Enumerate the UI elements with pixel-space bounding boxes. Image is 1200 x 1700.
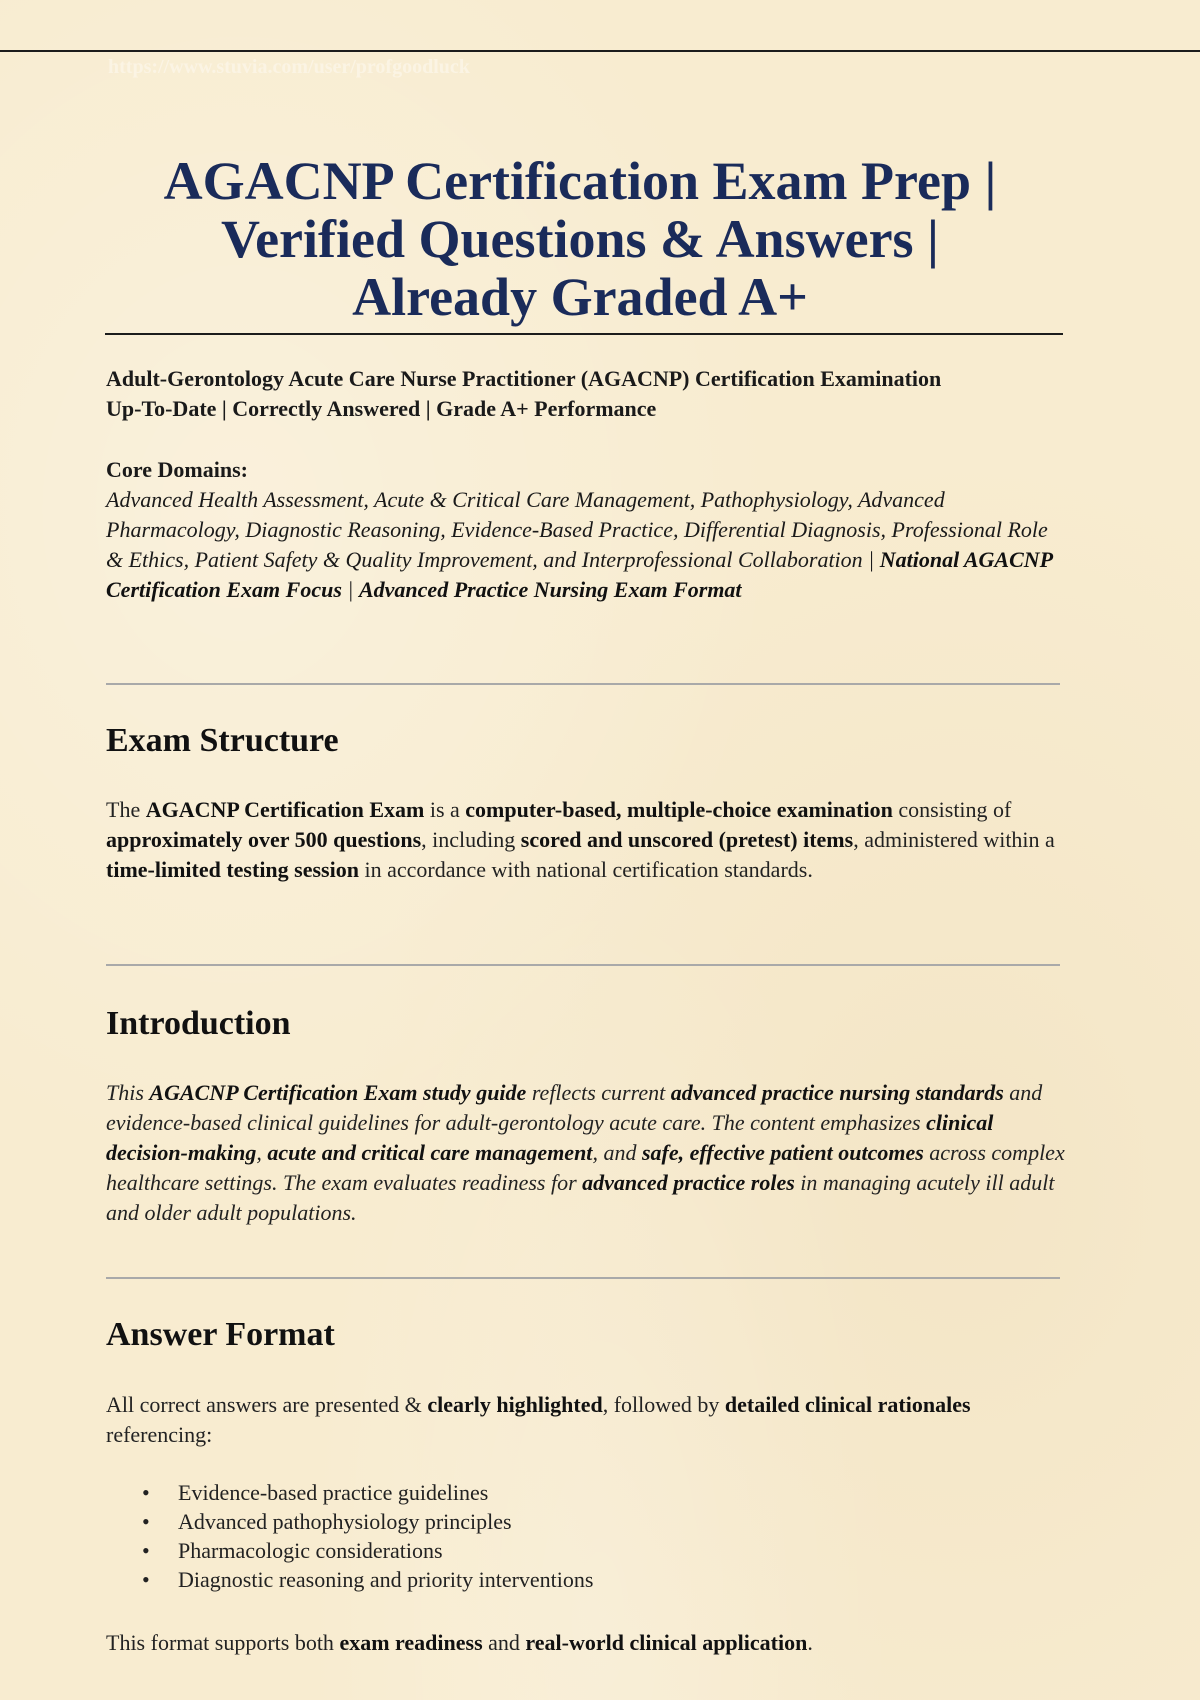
bullet-icon: • <box>142 1509 150 1534</box>
core-domains-list <box>106 485 1066 605</box>
bold-run: approximately over 500 questions <box>106 827 422 852</box>
introduction-paragraph <box>106 1078 1066 1228</box>
bold-run: advanced practice nursing standards <box>670 1080 1004 1105</box>
list-item <box>106 1507 593 1536</box>
bold-run: computer-based, multiple-choice examination <box>465 797 893 822</box>
watermark-url: https://www.stuvia.com/user/profgoodluck <box>108 56 470 78</box>
title-line-1: AGACNP Certification Exam Prep | <box>163 151 997 211</box>
exam-structure-heading: Exam Structure <box>106 722 339 759</box>
document-title <box>80 152 1080 326</box>
bold-run: scored and unscored (pretest) items <box>520 827 854 852</box>
title-line-2: Verified Questions & Answers | <box>221 209 939 269</box>
list-item-text: Pharmacologic considerations <box>178 1538 443 1563</box>
subtitle-line-2: Up-To-Date | Correctly Answered | Grade A+ Performance <box>106 396 657 421</box>
domains-focus: National AGACNP Certification Exam Focus <box>106 547 1053 602</box>
list-item <box>106 1536 593 1565</box>
text-run: consisting of <box>892 797 1012 822</box>
domains-format: Advanced Practice Nursing Exam Format <box>358 577 742 602</box>
text-run: This <box>106 1080 150 1105</box>
list-item <box>106 1478 593 1507</box>
subtitle <box>106 364 1066 424</box>
bold-run: AGACNP Certification Exam <box>145 797 425 822</box>
core-domains <box>106 455 1066 605</box>
text-run: , and <box>592 1140 642 1165</box>
bold-run: detailed clinical rationales <box>724 1392 971 1417</box>
answer-format-paragraph <box>106 1390 1066 1450</box>
text-run: is a <box>424 797 466 822</box>
title-underline <box>105 333 1063 335</box>
text-run: . <box>807 1630 813 1655</box>
exam-structure-paragraph <box>106 795 1066 885</box>
text-run: , administered within a <box>853 827 1055 852</box>
text-run: in managing acutely ill adult and older adult populations. <box>106 1170 1055 1225</box>
domains-text: Advanced Health Assessment, Acute & Critical Care Management, Pathophysiology, Advanced Pharmacology, Diagnostic Reasoning, Evidence-Based Practice, Differential Diagnosis, Professional Role & Ethics, Patient Safety & Quality Improvement, and Interprofessional Collaboration | <box>106 487 1048 572</box>
text-run: across complex healthcare settings. The exam evaluates readiness for <box>106 1140 1065 1195</box>
list-item-text: Evidence-based practice guidelines <box>178 1480 489 1505</box>
bold-run: clinical decision-making <box>106 1110 994 1165</box>
text-run: and evidence-based clinical guidelines for adult-gerontology acute care. The content emphasizes <box>106 1080 1043 1135</box>
text-run: The <box>106 797 146 822</box>
bullet-icon: • <box>142 1480 150 1505</box>
title-line-3: Already Graded A+ <box>352 267 808 327</box>
text-run: and <box>482 1630 526 1655</box>
text-run: , followed by <box>602 1392 725 1417</box>
text-run: , including <box>421 827 521 852</box>
top-rule <box>0 50 1200 52</box>
answer-format-heading: Answer Format <box>106 1316 335 1353</box>
rationale-list <box>106 1478 593 1594</box>
bold-run: acute and critical care management <box>267 1140 593 1165</box>
list-item <box>106 1565 593 1594</box>
subtitle-line-1: Adult-Gerontology Acute Care Nurse Practitioner (AGACNP) Certification Examination <box>106 366 942 391</box>
bold-run: clearly highlighted <box>427 1392 603 1417</box>
bold-run: real-world clinical application <box>525 1630 808 1655</box>
text-run: This format supports both <box>106 1630 340 1655</box>
divider <box>106 964 1060 966</box>
divider <box>106 1277 1060 1279</box>
text-run: referencing: <box>106 1422 213 1447</box>
bullet-icon: • <box>142 1538 150 1563</box>
closing-paragraph <box>106 1628 1066 1658</box>
bold-run: exam readiness <box>339 1630 483 1655</box>
domains-separator: | <box>341 577 359 602</box>
text-run: , <box>256 1140 268 1165</box>
list-item-text: Diagnostic reasoning and priority interventions <box>178 1567 594 1592</box>
bullet-icon: • <box>142 1567 150 1592</box>
bold-run: advanced practice roles <box>582 1170 795 1195</box>
text-run: in accordance with national certification standards. <box>358 857 813 882</box>
bold-run: AGACNP Certification Exam study guide <box>149 1080 527 1105</box>
text-run: All correct answers are presented & <box>106 1392 428 1417</box>
text-run: reflects current <box>526 1080 671 1105</box>
divider <box>106 683 1060 685</box>
list-item-text: Advanced pathophysiology principles <box>178 1509 512 1534</box>
bold-run: safe, effective patient outcomes <box>641 1140 924 1165</box>
introduction-heading: Introduction <box>106 1005 291 1042</box>
core-domains-label: Core Domains: <box>106 457 248 482</box>
bold-run: time-limited testing session <box>106 857 359 882</box>
